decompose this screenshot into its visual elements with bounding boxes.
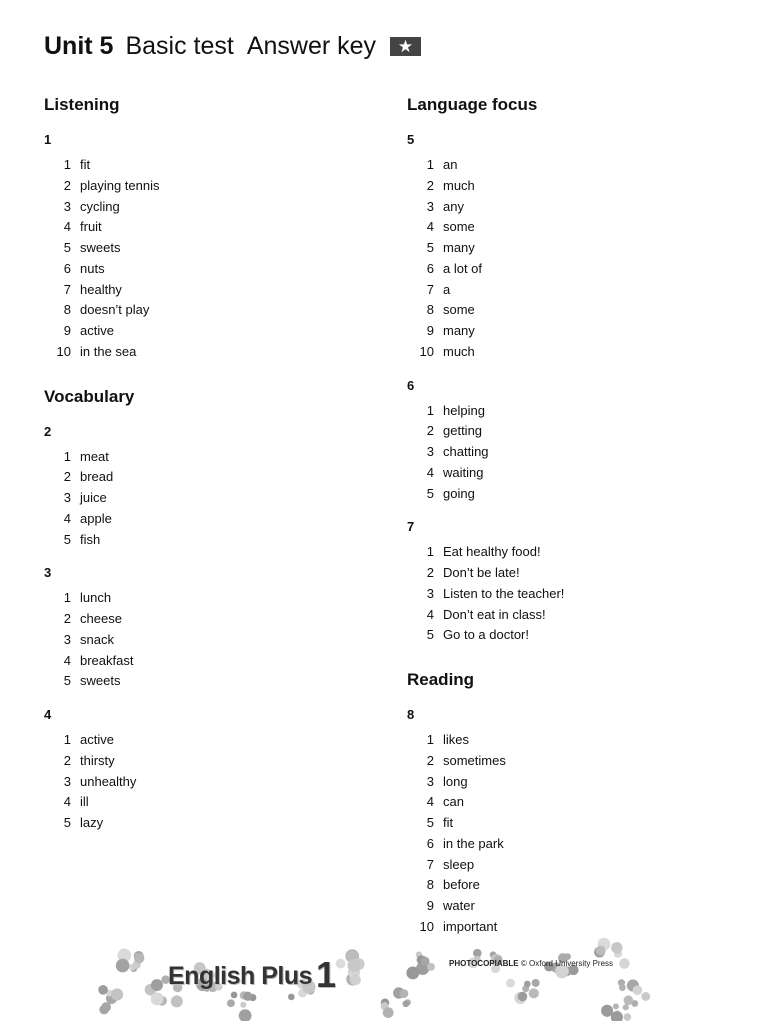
answer-text: lazy — [80, 815, 104, 830]
answer-number: 2 — [426, 565, 434, 580]
answer-item — [44, 238, 374, 259]
answer-text: Don’t be late! — [443, 565, 520, 580]
answer-number: 7 — [426, 856, 434, 872]
answer-text: any — [443, 198, 464, 214]
answer-text: thirsty — [80, 752, 115, 768]
answer-item — [407, 300, 737, 321]
photocopiable-label: PHOTOCOPIABLE — [449, 959, 519, 968]
pattern-dot — [227, 999, 235, 1007]
exercise-number: 6 — [407, 377, 415, 393]
pattern-dot — [101, 1002, 111, 1012]
answer-item — [44, 651, 374, 672]
answer-text: fit — [443, 815, 454, 830]
answer-item — [44, 671, 374, 692]
answer-number: 8 — [426, 302, 434, 318]
answer-text: sweets — [80, 673, 121, 689]
answer-text: long — [443, 773, 468, 789]
answer-text: sweets — [80, 240, 121, 255]
answer-list — [407, 401, 737, 505]
answer-text: helping — [443, 402, 485, 418]
answer-number: 1 — [63, 590, 71, 606]
pattern-dot — [624, 995, 634, 1005]
answer-number: 2 — [63, 752, 71, 768]
answer-item — [44, 751, 374, 772]
answer-item — [44, 176, 374, 197]
answer-item — [44, 259, 374, 280]
star-icon: ★ — [390, 37, 421, 56]
answer-number: 10 — [419, 918, 434, 934]
answer-item — [407, 463, 737, 484]
answer-number: 6 — [426, 260, 434, 276]
answer-number: 4 — [426, 219, 434, 235]
answer-item — [44, 588, 374, 609]
answer-item — [407, 896, 737, 917]
answer-text: in the sea — [80, 343, 137, 359]
answer-number: 8 — [63, 302, 71, 318]
exercise-number: 1 — [44, 132, 52, 147]
copyright-notice — [449, 959, 613, 968]
answer-text: lunch — [80, 590, 112, 606]
answer-number: 1 — [426, 157, 434, 172]
answer-item — [407, 401, 737, 422]
right-column — [407, 93, 737, 938]
answer-list — [407, 542, 737, 646]
answer-number: 5 — [426, 240, 434, 255]
answer-number: 3 — [426, 444, 434, 459]
answer-text: an — [443, 157, 458, 172]
test-label: Basic test — [125, 32, 234, 60]
answer-item — [44, 197, 374, 218]
answer-number: 1 — [426, 544, 434, 560]
exercise-number: 5 — [407, 132, 415, 147]
answer-number: 3 — [426, 198, 434, 214]
answer-item — [407, 197, 737, 218]
answer-item — [407, 584, 737, 605]
answer-item — [44, 772, 374, 793]
answer-item — [407, 238, 737, 259]
answer-item — [44, 342, 374, 363]
answer-text: many — [443, 240, 475, 255]
pattern-dot — [240, 1002, 246, 1008]
answer-item — [407, 563, 737, 584]
answer-number: 3 — [63, 773, 71, 789]
answer-text: active — [80, 323, 114, 338]
answer-number: 5 — [63, 240, 71, 255]
answer-number: 1 — [426, 402, 434, 418]
answer-item — [407, 751, 737, 772]
answer-item — [44, 509, 374, 530]
answer-number: 8 — [426, 877, 434, 893]
answer-item — [407, 730, 737, 751]
answer-text: getting — [443, 423, 483, 439]
answer-text: fish — [80, 531, 101, 547]
answer-number: 4 — [63, 794, 71, 810]
pattern-dot — [623, 1004, 629, 1010]
answer-text: healthy — [80, 281, 122, 297]
left-column — [44, 93, 374, 834]
answer-number: 7 — [63, 281, 71, 297]
answer-item — [407, 421, 737, 442]
answer-text: important — [443, 918, 498, 934]
page-title — [44, 32, 421, 61]
answer-text: much — [443, 343, 475, 359]
answer-text: a lot of — [443, 260, 483, 276]
answer-number: 4 — [426, 606, 434, 622]
pattern-dot — [151, 992, 164, 1005]
answer-item — [44, 630, 374, 651]
pattern-dot — [613, 1003, 619, 1009]
answer-list — [44, 730, 374, 834]
pattern-dot — [624, 1013, 632, 1021]
answer-number: 2 — [426, 423, 434, 439]
answer-text: chatting — [443, 444, 489, 459]
answer-text: cheese — [80, 611, 122, 626]
section-title: Language focus — [407, 95, 538, 114]
pattern-dot — [116, 959, 130, 973]
answer-item — [44, 730, 374, 751]
answer-item — [44, 321, 374, 342]
pattern-dot — [633, 985, 643, 995]
answer-text: Go to a doctor! — [443, 627, 529, 643]
answer-item — [407, 155, 737, 176]
answer-number: 4 — [63, 219, 71, 235]
answer-item — [407, 484, 737, 505]
answer-item — [44, 280, 374, 301]
answer-item — [407, 542, 737, 563]
answer-number: 2 — [426, 752, 434, 768]
pattern-dot — [529, 988, 539, 998]
answer-list — [44, 155, 374, 363]
answer-number: 1 — [63, 732, 71, 747]
pattern-dot — [619, 984, 626, 991]
answer-number: 2 — [63, 469, 71, 485]
answer-number: 10 — [419, 343, 434, 359]
answer-text: likes — [443, 732, 470, 747]
answer-number: 2 — [63, 611, 71, 626]
pattern-dot — [383, 1007, 394, 1018]
pattern-dot — [402, 1000, 409, 1007]
answer-key-label: Answer key — [246, 32, 377, 60]
answer-list — [407, 155, 737, 363]
answer-text: Don’t eat in class! — [443, 606, 546, 622]
series-logo-text: English Plus — [168, 962, 313, 990]
footer-banner — [94, 937, 652, 1021]
answer-number: 5 — [63, 531, 71, 547]
answer-item — [44, 792, 374, 813]
answer-item — [407, 917, 737, 938]
exercise-number: 7 — [407, 519, 415, 535]
answer-item — [44, 813, 374, 834]
pattern-dot — [171, 995, 183, 1007]
answer-number: 4 — [63, 652, 71, 668]
pattern-dot — [406, 967, 419, 980]
answer-text: before — [443, 877, 480, 893]
answer-item — [44, 488, 374, 509]
exercise-number: 8 — [407, 707, 415, 722]
answer-text: some — [443, 219, 475, 235]
answer-text: active — [80, 732, 114, 747]
answer-number: 3 — [63, 490, 71, 505]
answer-text: some — [443, 302, 475, 318]
answer-text: in the park — [443, 835, 504, 851]
answer-number: 3 — [63, 198, 71, 214]
pattern-dot — [619, 958, 630, 969]
answer-list — [44, 447, 374, 551]
answer-number: 10 — [56, 343, 71, 359]
pattern-dot — [239, 1009, 252, 1021]
answer-text: unhealthy — [80, 773, 137, 789]
series-logo — [168, 951, 336, 993]
section-title: Reading — [407, 670, 475, 689]
answer-item — [407, 217, 737, 238]
pattern-dot — [524, 981, 531, 988]
answer-number: 5 — [426, 815, 434, 830]
answer-item — [407, 834, 737, 855]
answer-text: water — [443, 898, 475, 913]
answer-number: 4 — [63, 510, 71, 526]
unit-label: Unit 5 — [44, 32, 114, 60]
pattern-dot — [348, 959, 361, 972]
pattern-dot — [518, 992, 528, 1002]
answer-item — [407, 321, 737, 342]
answer-item — [407, 625, 737, 646]
answer-text: snack — [80, 631, 114, 647]
answer-item — [44, 217, 374, 238]
answer-text: playing tennis — [80, 177, 160, 193]
answer-item — [407, 875, 737, 896]
pattern-dot — [400, 989, 409, 998]
answer-number: 9 — [426, 323, 434, 338]
pattern-dot — [350, 974, 361, 985]
answer-text: can — [443, 794, 464, 810]
answer-item — [407, 855, 737, 876]
exercise-number: 4 — [44, 707, 52, 722]
answer-number: 4 — [426, 794, 434, 810]
answer-number: 5 — [63, 673, 71, 689]
pattern-dot — [506, 979, 515, 988]
answer-text: meat — [80, 448, 109, 464]
pattern-dot — [98, 985, 108, 995]
answer-number: 3 — [63, 631, 71, 647]
answer-item — [44, 155, 374, 176]
answer-number: 1 — [63, 157, 71, 172]
exercise-number: 3 — [44, 565, 52, 581]
answer-text: a — [443, 281, 451, 297]
pattern-dot — [336, 959, 346, 969]
answer-number: 5 — [426, 627, 434, 643]
answer-text: fit — [80, 157, 91, 172]
answer-text: going — [443, 485, 475, 501]
answer-number: 2 — [63, 177, 71, 193]
answer-item — [407, 813, 737, 834]
answer-item — [407, 442, 737, 463]
answer-text: much — [443, 177, 475, 193]
answer-text: apple — [80, 510, 112, 526]
answer-item — [407, 280, 737, 301]
answer-text: waiting — [443, 464, 484, 480]
answer-number: 5 — [426, 485, 434, 501]
answer-list — [407, 730, 737, 938]
pattern-dot — [641, 992, 650, 1001]
answer-item — [44, 300, 374, 321]
answer-text: doesn’t play — [80, 302, 150, 318]
answer-text: fruit — [80, 219, 102, 235]
answer-text: juice — [80, 490, 107, 505]
answer-item — [44, 447, 374, 468]
section-title: Vocabulary — [44, 386, 135, 406]
answer-text: sometimes — [443, 752, 506, 768]
pattern-dot — [611, 942, 622, 953]
answer-number: 4 — [426, 464, 434, 480]
answer-number: 9 — [426, 898, 434, 913]
answer-text: nuts — [80, 260, 105, 276]
answer-item — [407, 792, 737, 813]
pattern-dot — [427, 963, 435, 971]
pattern-dot — [596, 946, 606, 956]
answer-number: 6 — [63, 260, 71, 276]
answer-number: 3 — [426, 585, 434, 601]
answer-item — [407, 772, 737, 793]
pattern-dot — [532, 979, 540, 987]
answer-item — [407, 259, 737, 280]
answer-text: sleep — [443, 856, 475, 872]
series-logo-number: 1 — [316, 954, 336, 995]
pattern-dot — [151, 979, 163, 991]
answer-number: 1 — [426, 732, 434, 747]
answer-text: Listen to the teacher! — [443, 585, 565, 601]
answer-number: 3 — [426, 773, 434, 789]
pattern-dot — [288, 994, 295, 1001]
answer-item — [407, 176, 737, 197]
pattern-dot — [111, 988, 123, 1000]
answer-text: bread — [80, 469, 114, 485]
answer-number: 1 — [63, 448, 71, 464]
answer-number: 2 — [426, 177, 434, 193]
section-title: Listening — [44, 95, 120, 114]
answer-item — [44, 467, 374, 488]
answer-item — [44, 609, 374, 630]
answer-list — [44, 588, 374, 692]
answer-item — [407, 342, 737, 363]
pattern-dot — [243, 992, 252, 1001]
answer-number: 7 — [426, 281, 434, 297]
answer-number: 6 — [426, 835, 434, 851]
answer-text: ill — [80, 794, 89, 810]
answer-text: Eat healthy food! — [443, 544, 541, 560]
exercise-number: 2 — [44, 423, 52, 439]
answer-number: 9 — [63, 323, 71, 338]
answer-item — [44, 530, 374, 551]
answer-text: cycling — [80, 198, 120, 214]
answer-item — [407, 605, 737, 626]
answer-number: 5 — [63, 815, 71, 830]
answer-text: breakfast — [80, 652, 134, 668]
pattern-dot — [134, 953, 144, 963]
answer-text: many — [443, 323, 475, 338]
copyright-text: © Oxford University Press — [520, 959, 614, 968]
